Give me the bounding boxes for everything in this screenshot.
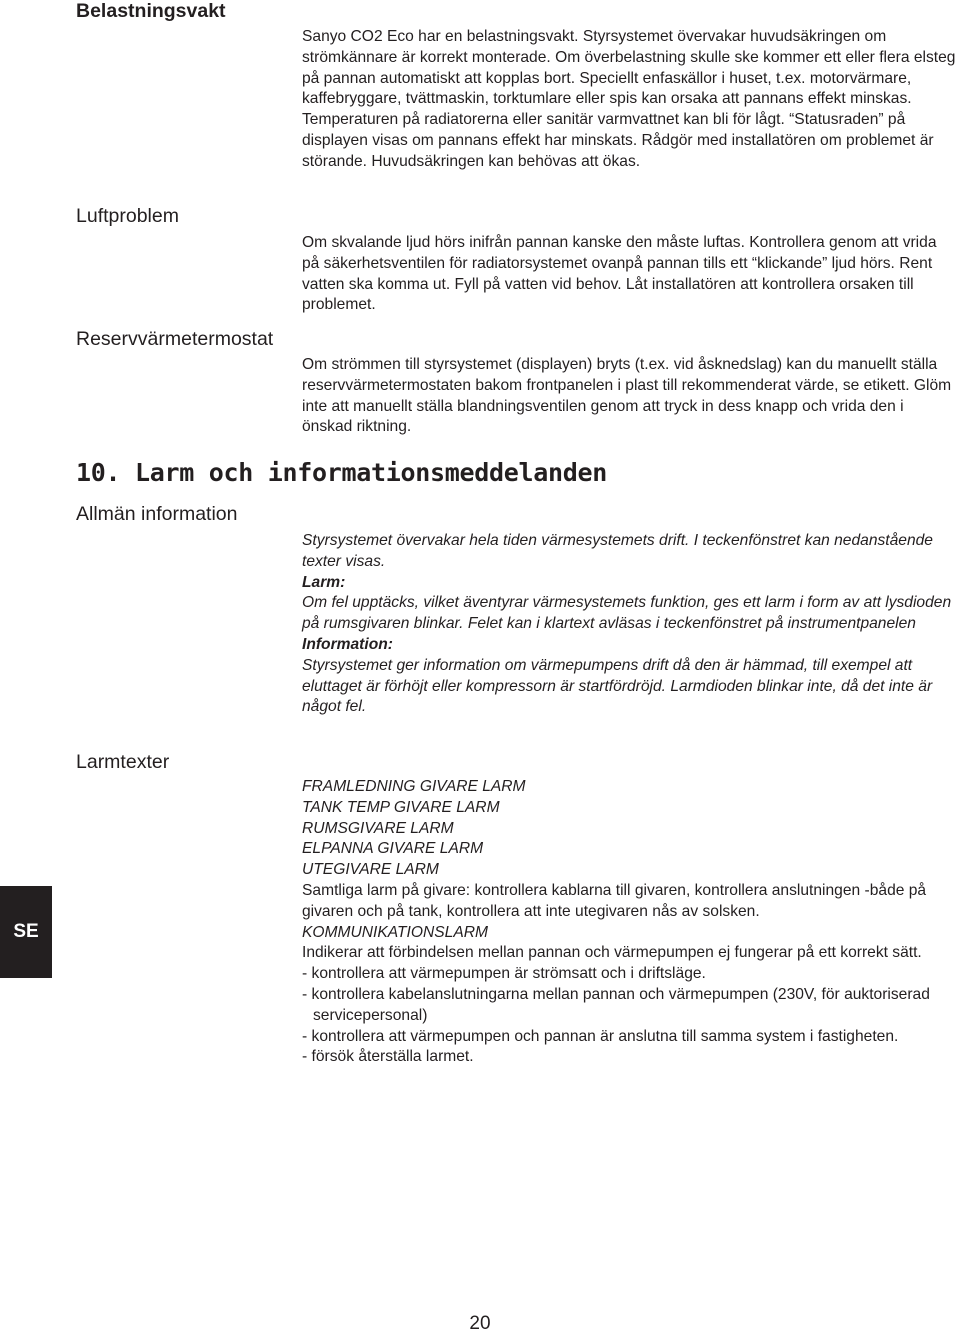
allman-information-text [302, 531, 957, 718]
language-tab-se: SE [0, 886, 52, 978]
alarm-name: TANK TEMP GIVARE LARM [302, 798, 500, 816]
reserv-text: Om strömmen till styrsystemet (displayen) bryts (t.ex. vid åsknedslag) kan du manuellt ställa reservvärmetermostaten bakom frontpanelen i plast till rekommenderat värde, se etikett. Glöm inte att manuellt ställa blandningsventilen genom att tryck in dess knapp och vrida den i önskad riktning. [302, 356, 952, 436]
heading-reservvarmetermostat: Reservvärmetermostat [76, 328, 274, 350]
check-item: - kontrollera kabelanslutningarna mellan pannan och värmepumpen (230V, för auktoriserad servicepersonal) [302, 985, 930, 1024]
heading-luftproblem: Luftproblem [76, 205, 179, 227]
luftproblem-text: Om skvalande ljud hörs inifrån pannan kanske den måste luftas. Kontrollera genom att vrida på säkerhetsventilen för radiatorsystemet ovanpå pannan tills ett “klickande” ljud hörs. Rent vatten ska komma ut. Fyll på vatten vid behov. Låt installatören att kontrollera orsaken till problemet. [302, 234, 937, 314]
alarm-name: ELPANNA GIVARE LARM [302, 840, 484, 858]
chapter-title: 10. Larm och informationsmeddelanden [76, 458, 608, 487]
check-item: - kontrollera att värmepumpen och pannan är anslutna till samma system i fastigheten. [302, 1027, 899, 1045]
larmtexter-text [302, 777, 957, 1068]
heading-larmtexter: Larmtexter [76, 751, 170, 773]
heading-allman-information: Allmän information [76, 503, 238, 525]
belastningsvakt-paragraph-2: Temperaturen på radiatorerna eller sanitär varmvattnet kan bli för lågt. “Statusraden” på displayen visas om pannans effekt har minskats. Rådgör med installatören om problemet är störande. Huvudsäkringen kan behövas att ökas. [302, 111, 934, 170]
heading-belastningsvakt: Belastningsvakt [76, 0, 226, 22]
givare-text: Samtliga larm på givare: kontrollera kablarna till givaren, kontrollera anslutningen -både på givaren och på tank, kontrollera att inte utegivaren nås av solsken. [302, 881, 927, 920]
belastningsvakt-paragraph-1: Sanyo CO2 Eco har en belastningsvakt. Styrsystemet övervakar huvudsäkringen om strömkännare är korrekt monterade. Om överbelastning skulle ske kommer ett eller flera elsteg på pannan automatiskt att kopplas bort. Speciellt enfasкällor i huset, t.ex. motorvärmare, kaffebryggare, tvättmaskin, torktumlare eller spis kan orsaka att pannans effekt minskas. [302, 28, 956, 108]
belastningsvakt-text [302, 27, 957, 173]
larm-label: Larm: [302, 573, 346, 591]
check-item: - försök återställa larmet. [302, 1048, 474, 1066]
larm-text: Om fel upptäcks, vilket äventyrar värmesystemets funktion, ges ett larm i form av att lysdioden på rumsgivaren blinkar. Felet kan i klartext avläsas i teckenfönstret på instrumentpanelen [302, 594, 952, 633]
alarm-name: UTEGIVARE LARM [302, 861, 439, 879]
alarm-name: FRAMLEDNING GIVARE LARM [302, 778, 526, 795]
allman-intro: Styrsystemet övervakar hela tiden värmesystemets drift. I teckenfönstret kan nedanstående texter visas. [302, 532, 933, 570]
information-text: Styrsystemet ger information om värmepumpens drift då den är hämmad, till exempel att eluttaget är förhöjt eller kompressorn är startfördröjd. Larmdioden blinkar inte, då det inte är något fel. [302, 656, 933, 716]
kommunikationslarm-title: KOMMUNIKATIONSLARM [302, 923, 488, 941]
alarm-name: RUMSGIVARE LARM [302, 819, 454, 837]
check-item: - kontrollera att värmepumpen är strömsatt och i driftsläge. [302, 965, 706, 983]
page-number: 20 [469, 1313, 491, 1334]
information-label: Information: [302, 635, 393, 653]
kommunikationslarm-text: Indikerar att förbindelsen mellan pannan och värmepumpen ej fungerar på ett korrekt sätt. [302, 944, 922, 962]
